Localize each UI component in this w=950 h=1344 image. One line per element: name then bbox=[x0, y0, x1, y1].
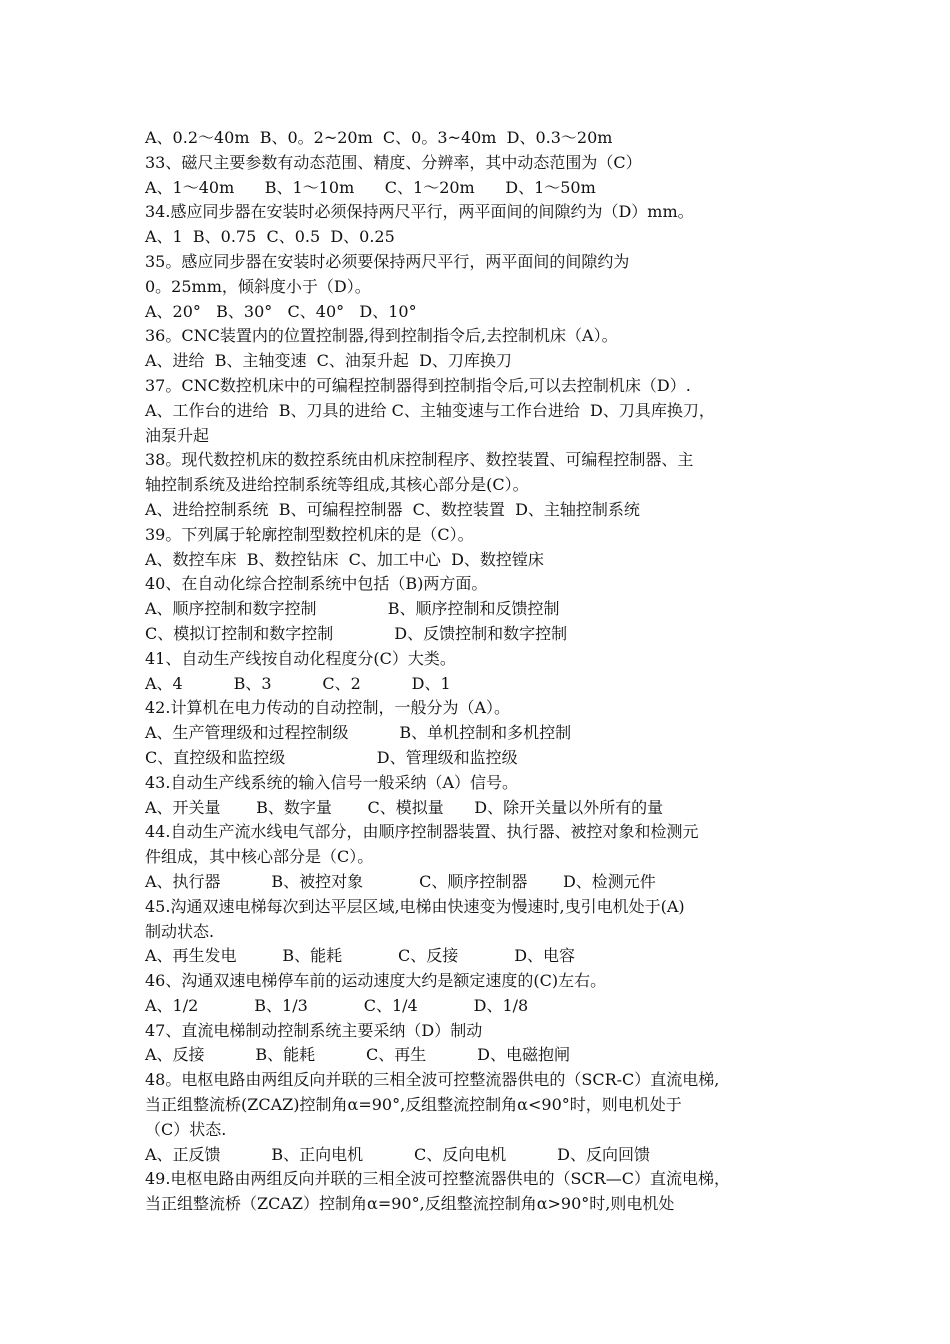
text-line: C、直控级和监控级 D、管理级和监控级 bbox=[145, 747, 518, 767]
text-line: A、执行器 B、被控对象 C、顺序控制器 D、检测元件 bbox=[145, 871, 656, 891]
text-line: C、模拟订控制和数字控制 D、反馈控制和数字控制 bbox=[145, 623, 568, 643]
text-line: A、20° B、30° C、40° D、10° bbox=[145, 301, 417, 321]
text-line: 油泵升起 bbox=[145, 425, 210, 445]
text-line: A、反接 B、能耗 C、再生 D、电磁抱闸 bbox=[145, 1045, 570, 1065]
text-line: A、1～40m B、1～10m C、1～20m D、1～50m bbox=[145, 177, 596, 197]
question-48: 48。电枢电路由两组反向并联的三相全波可控整流器供电的（SCR-C）直流电梯, bbox=[145, 1070, 720, 1090]
question-44: 44.自动生产流水线电气部分，由顺序控制器装置、执行器、被控对象和检测元 bbox=[145, 822, 699, 842]
text-line: A、开关量 B、数字量 C、模拟量 D、除开关量以外所有的量 bbox=[145, 797, 664, 817]
question-45: 45.沟通双速电梯每次到达平层区域,电梯由快速变为慢速时,曳引电机处于(A) bbox=[145, 896, 685, 916]
text-line: A、1/2 B、1/3 C、1/4 D、1/8 bbox=[145, 995, 529, 1015]
text-line: A、生产管理级和过程控制级 B、单机控制和多机控制 bbox=[145, 723, 572, 743]
text-line: A、1 B、0.75 C、0.5 D、0.25 bbox=[145, 227, 395, 247]
question-41: 41、自动生产线按自动化程度分(C）大类。 bbox=[145, 648, 456, 668]
question-33: 33、磁尺主要参数有动态范围、精度、分辨率，其中动态范围为（C） bbox=[145, 152, 642, 172]
question-42: 42.计算机在电力传动的自动控制，一般分为（A）。 bbox=[145, 698, 511, 718]
question-46: 46、沟通双速电梯停车前的运动速度大约是额定速度的(C)左右。 bbox=[145, 971, 607, 991]
question-34: 34.感应同步器在安装时必须保持两尺平行，两平面间的间隙约为（D）mm。 bbox=[145, 202, 694, 222]
question-38: 38。现代数控机床的数控系统由机床控制程序、数控装置、可编程控制器、主 bbox=[145, 450, 694, 470]
text-line: 当正组整流桥（ZCAZ）控制角α=90°,反组整流控制角α>90°时,则电机处 bbox=[145, 1194, 675, 1214]
text-line: 0。25mm，倾斜度小于（D）。 bbox=[145, 276, 371, 296]
text-line: 当正组整流桥(ZCAZ)控制角α=90°,反组整流控制角α<90°时，则电机处于 bbox=[145, 1095, 682, 1115]
question-49: 49.电枢电路由两组反向并联的三相全波可控整流器供电的（SCR—C）直流电梯， bbox=[145, 1169, 730, 1189]
question-40: 40、在自动化综合控制系统中包括（B)两方面。 bbox=[145, 574, 488, 594]
text-line: 件组成，其中核心部分是（C）。 bbox=[145, 847, 374, 867]
text-line: A、进给控制系统 B、可编程控制器 C、数控装置 D、主轴控制系统 bbox=[145, 499, 640, 519]
question-43: 43.自动生产线系统的输入信号一般采纳（A）信号。 bbox=[145, 772, 519, 792]
text-line: A、数控车床 B、数控钻床 C、加工中心 D、数控镗床 bbox=[145, 549, 544, 569]
text-line: A、再生发电 B、能耗 C、反接 D、电容 bbox=[145, 946, 576, 966]
text-line: （C）状态. bbox=[145, 1119, 227, 1139]
text-line: A、正反馈 B、正向电机 C、反向电机 D、反向回馈 bbox=[145, 1144, 650, 1164]
document-page bbox=[145, 126, 825, 1217]
text-line: A、0.2～40m B、0。2~20m C、0。3~40m D、0.3～20m bbox=[145, 128, 613, 147]
text-line: A、4 B、3 C、2 D、1 bbox=[145, 673, 451, 693]
text-line: A、顺序控制和数字控制 B、顺序控制和反馈控制 bbox=[145, 599, 560, 619]
text-line: A、进给 B、主轴变速 C、油泵升起 D、刀库换刀 bbox=[145, 351, 512, 371]
text-line: 制动状态. bbox=[145, 921, 215, 941]
question-37: 37。CNC数控机床中的可编程控制器得到控制指令后,可以去控制机床（D）. bbox=[145, 375, 691, 395]
question-36: 36。CNC装置内的位置控制器,得到控制指令后,去控制机床（A）。 bbox=[145, 326, 618, 346]
text-line: A、工作台的进给 B、刀具的进给 C、主轴变速与工作台进给 D、刀具库换刀， bbox=[145, 400, 715, 420]
question-47: 47、直流电梯制动控制系统主要采纳（D）制动 bbox=[145, 1020, 483, 1040]
text-line: 轴控制系统及进给控制系统等组成,其核心部分是(C）。 bbox=[145, 475, 529, 495]
question-35: 35。感应同步器在安装时必须要保持两尺平行，两平面间的间隙约为 bbox=[145, 251, 630, 271]
question-39: 39。下列属于轮廓控制型数控机床的是（C）。 bbox=[145, 524, 474, 544]
